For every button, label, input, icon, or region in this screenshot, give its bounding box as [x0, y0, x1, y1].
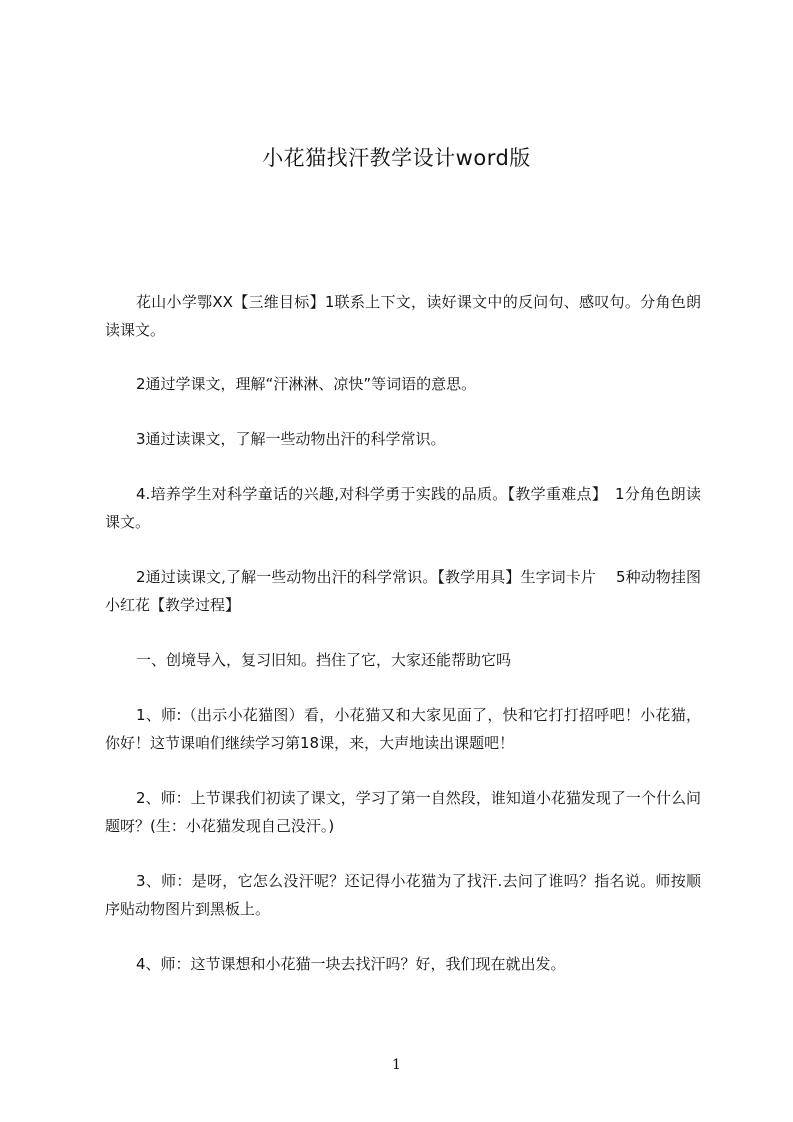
paragraph-4: 4.培养学生对科学童话的兴趣,对科学勇于实践的品质。【教学重难点】 1分角色朗读课文。 — [105, 485, 701, 531]
paragraph-10: 4、师：这节课想和小花猫一块去找汗吗？好，我们现在就出发。 — [136, 955, 566, 973]
paragraph-3: 3通过读课文，了解一些动物出汗的科学常识。 — [136, 430, 446, 448]
paragraph-5: 2通过读课文,了解一些动物出汗的科学常识。【教学用具】生字词卡片 5种动物挂图小红花【教学过程】 — [105, 568, 701, 614]
paragraph-1: 花山小学鄂XX【三维目标】1联系上下文，读好课文中的反问句、感叹句。分角色朗读课文。 — [105, 293, 701, 339]
paragraph-2: 2通过学课文，理解“汗淋淋、凉快”等词语的意思。 — [136, 375, 477, 393]
paragraph-6: 一、创境导入，复习旧知。挡住了它，大家还能帮助它吗 — [136, 651, 512, 669]
paragraph-8: 2、师：上节课我们初读了课文，学习了第一自然段，谁知道小花猫发现了一个什么问题呀？(生：小花猫发现自己没汗。) — [105, 789, 701, 835]
paragraph-9: 3、师：是呀，它怎么没汗呢？还记得小花猫为了找汗.去问了谁吗？指名说。师按顺序贴动物图片到黑板上。 — [105, 872, 701, 918]
document-title: 小花猫找汗教学设计word版 — [262, 146, 531, 170]
document-body — [105, 288, 701, 1005]
page-number: 1 — [392, 1057, 401, 1073]
paragraph-7: 1、师:（出示小花猫图）看，小花猫又和大家见面了，快和它打打招呼吧！小花猫，你好！这节课咱们继续学习第18课，来，大声地读出课题吧！ — [105, 706, 701, 752]
